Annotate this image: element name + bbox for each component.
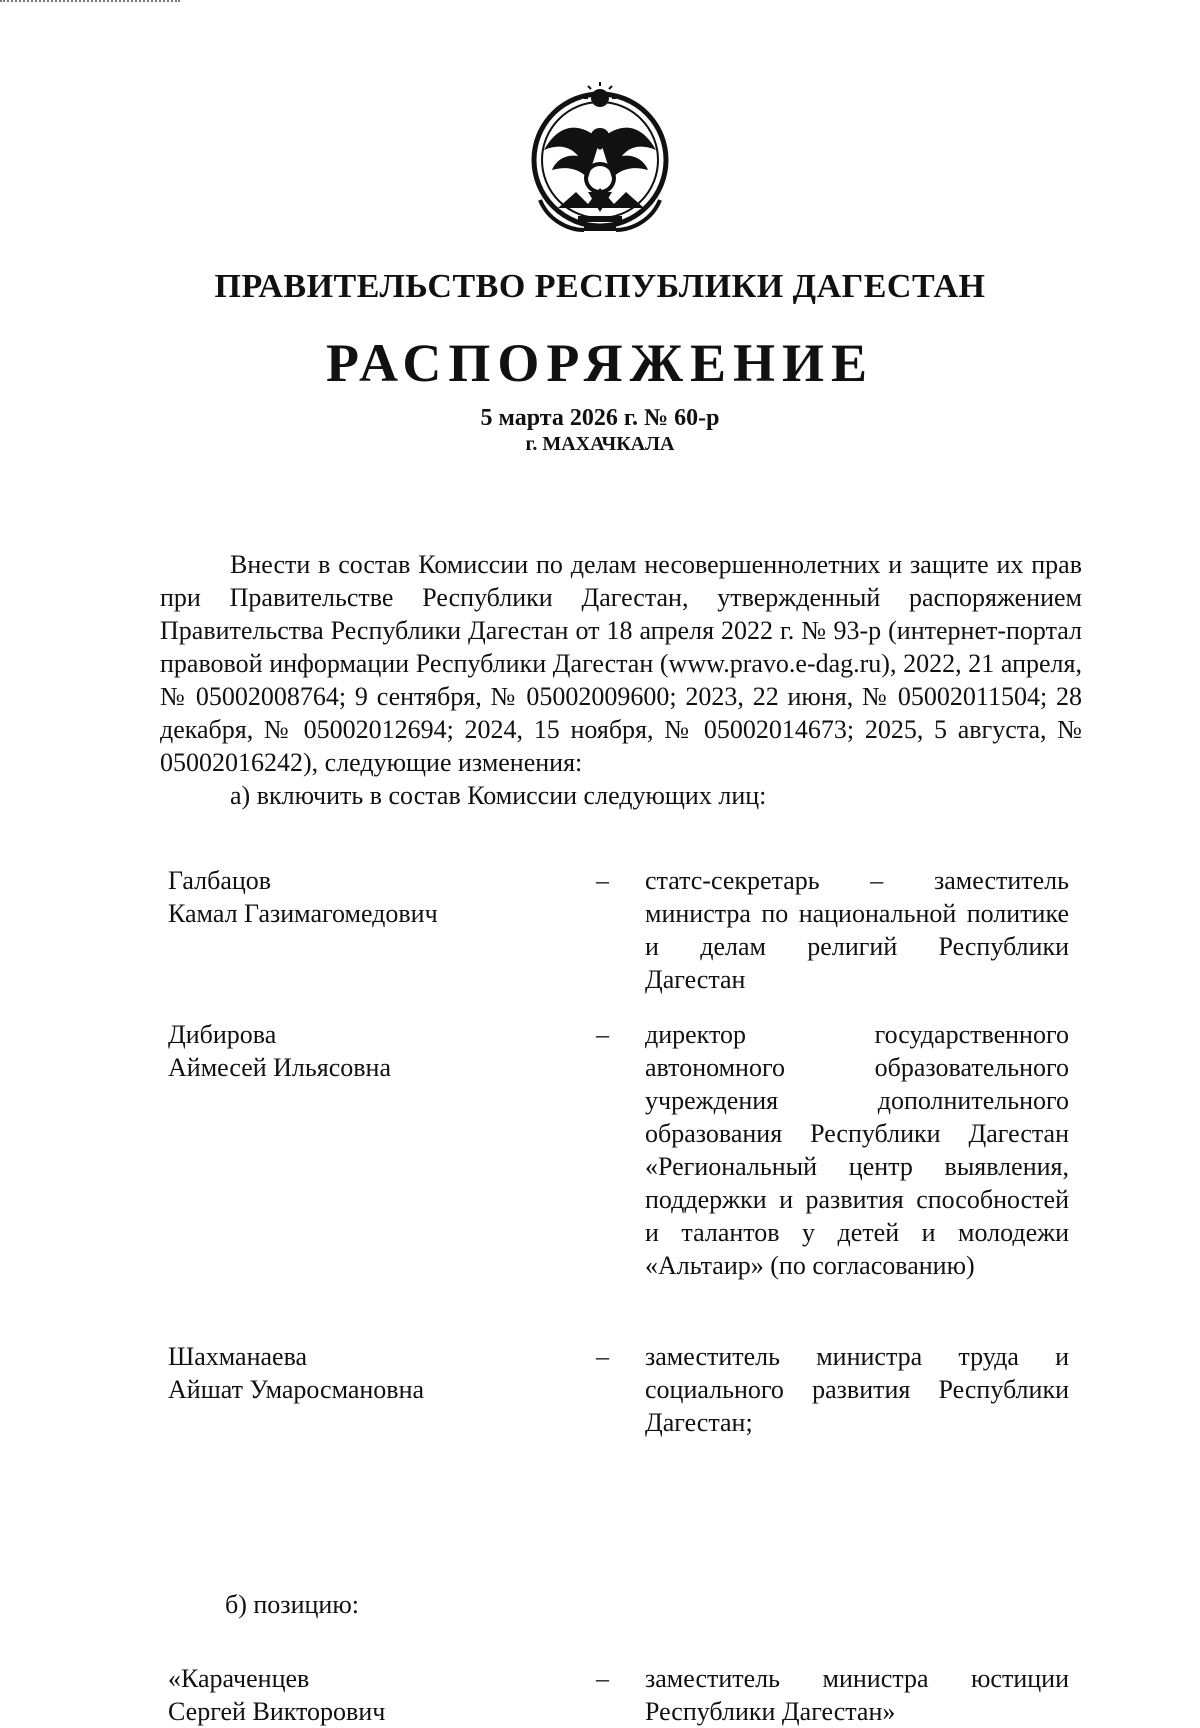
member-dash: –	[596, 1664, 609, 1693]
member-name	[168, 1018, 548, 1084]
member-given-name: Аймесей Ильясовна	[168, 1053, 391, 1082]
member-name	[168, 1662, 548, 1728]
scan-edge-mark	[0, 0, 180, 6]
member-position: статс-секретарь – заместитель министра по национальной политике и делам религий Республики Дагестан	[645, 866, 1069, 994]
order-body	[160, 548, 1082, 812]
member-name	[168, 1340, 548, 1406]
member-position: заместитель министра труда и социального развития Республики Дагестан;	[645, 1342, 1069, 1437]
member-name	[168, 864, 548, 930]
government-title: ПРАВИТЕЛЬСТВО РЕСПУБЛИКИ ДАГЕСТАН	[214, 268, 986, 305]
item-a-heading: а) включить в состав Комиссии следующих лиц:	[230, 781, 767, 810]
member-surname: Шахманаева	[168, 1342, 308, 1371]
order-intro-paragraph: Внести в состав Комиссии по делам несовершеннолетних и защите их прав при Правительстве Республики Дагестан, утвержденный распоряжением Правительства Республики Дагестан от 18 апреля 2022 г. № 93-р (интернет-портал правовой информации Республики Дагестан (www.pravo.e-dag.ru), 2022, 21 апреля, № 05002008764; 9 сентября, № 05002009600; 2023, 22 июня, № 05002011504; 28 декабря, № 05002012694; 2024, 15 ноября, № 05002014673; 2025, 5 августа, № 05002016242), следующие изменения:	[160, 550, 1082, 777]
document-date-number: 5 марта 2026 г. № 60-р	[480, 405, 720, 431]
member-surname: Галбацов	[168, 866, 272, 895]
member-surname: «Караченцев	[168, 1664, 310, 1693]
member-given-name: Сергей Викторович	[168, 1697, 386, 1726]
member-dash: –	[596, 1020, 609, 1049]
member-surname: Дибирова	[168, 1020, 277, 1049]
dagestan-coat-of-arms-emblem	[518, 80, 682, 250]
document-city: г. МАХАЧКАЛА	[525, 433, 675, 455]
member-dash: –	[596, 866, 609, 895]
member-position: директор государственного автономного образовательного учреждения дополнительного образования Республики Дагестан «Региональный центр выявления, поддержки и развития способностей и талантов у детей и молодежи «Альтаир» (по согласованию)	[645, 1020, 1069, 1280]
member-position: заместитель министра юстиции Республики Дагестан»	[645, 1664, 1069, 1726]
member-given-name: Айшат Умаросмановна	[168, 1375, 425, 1404]
item-b-heading: б) позицию:	[225, 1590, 359, 1619]
member-dash: –	[596, 1342, 609, 1371]
member-given-name: Камал Газимагомедович	[168, 899, 438, 928]
document-type-title: РАСПОРЯЖЕНИЕ	[325, 333, 875, 393]
